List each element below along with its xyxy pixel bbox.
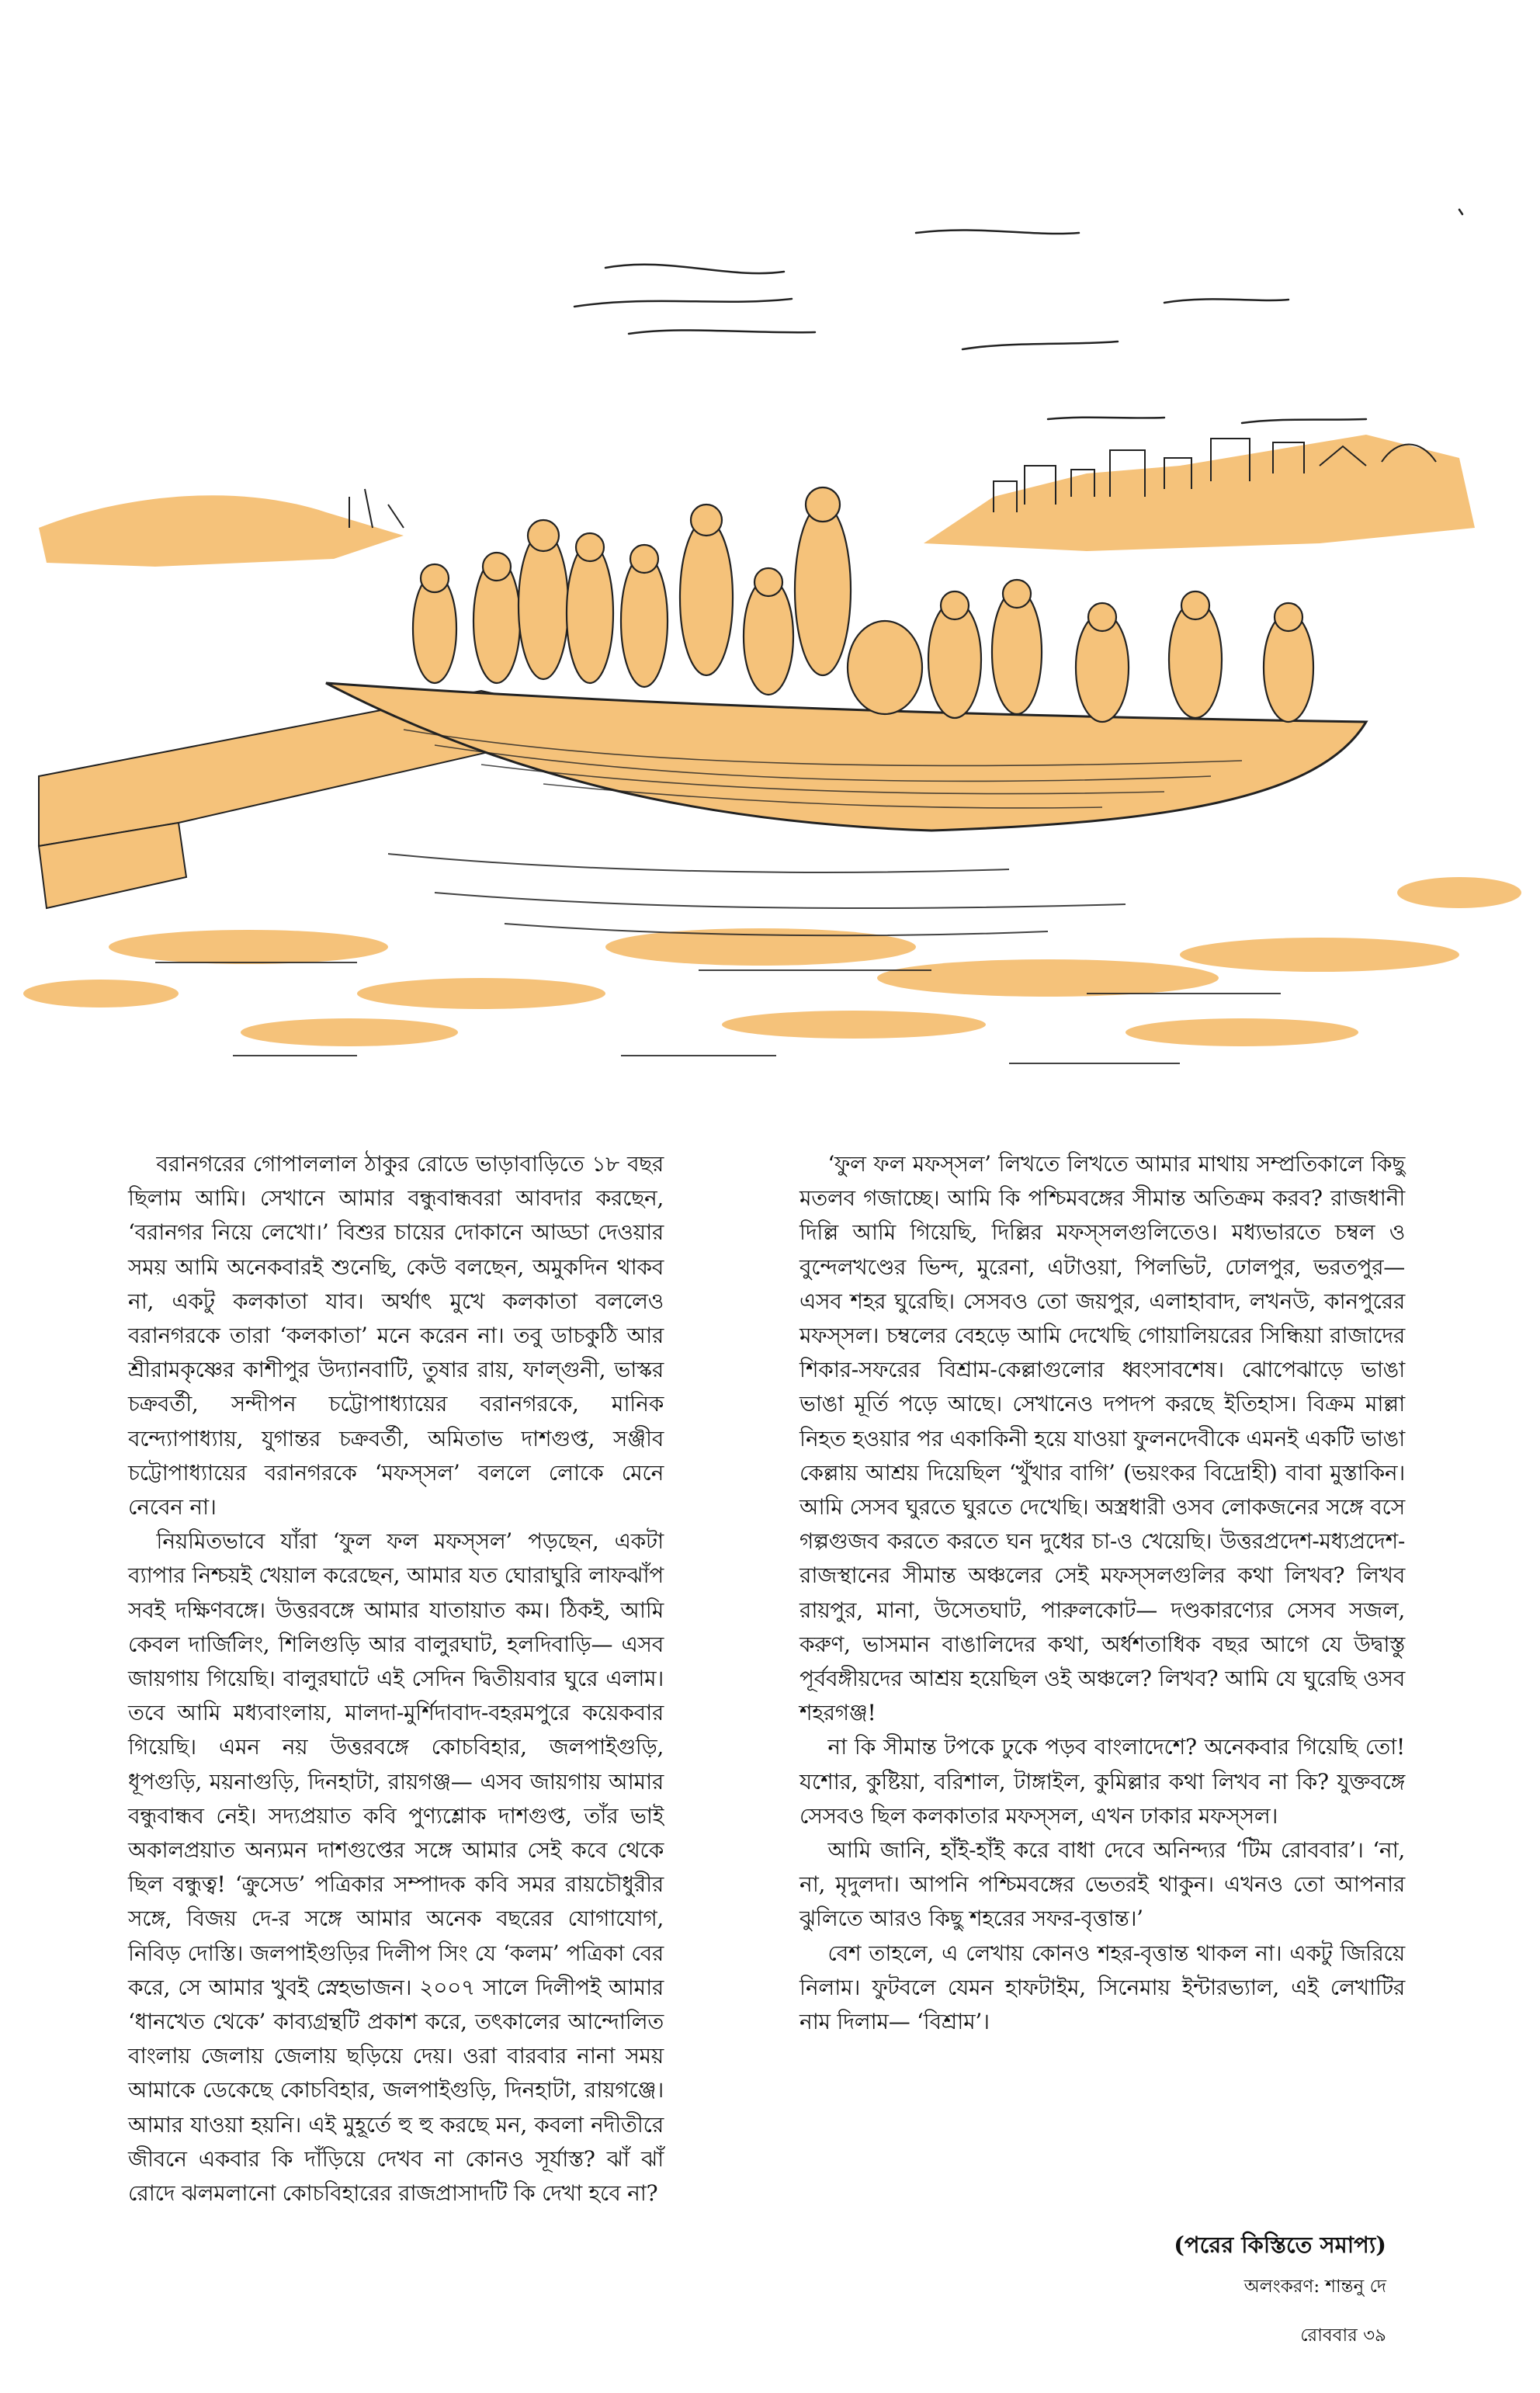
illustration-credit: অলংকরণ: শান্তনু দে xyxy=(1243,2277,1386,2297)
distant-shore xyxy=(39,435,1475,567)
article-column-right xyxy=(799,1147,1405,2039)
article-column-left xyxy=(128,1147,664,2211)
paragraph: বেশ তাহলে, এ লেখায় কোনও শহর-বৃত্তান্ত থাকল না। একটু জিরিয়ে নিলাম। ফুটবলে যেমন হাফটাইম, সিনেমায় ইন্টারভ্যাল, এই লেখাটির নাম দিলাম— ‘বিশ্রাম’। xyxy=(799,1940,1405,2035)
page-footer: রোববার ৩৯ xyxy=(1300,2325,1386,2346)
paragraph: ‘ফুল ফল মফস্সল’ লিখতে লিখতে আমার মাথায় সম্প্রতিকালে কিছু মতলব গজাচ্ছে। আমি কি পশ্চিমবঙ্গের সীমান্ত অতিক্রম করব? রাজধানী দিল্লি আমি গিয়েছি, দিল্লির মফস্সলগুলিতেও। মধ্যভারতে চম্বল ও বুন্দেলখণ্ডের ভিন্দ, মুরেনা, এটাওয়া, পিলভিট, ঢোলপুর, ভরতপুর— এসব শহর ঘুরেছি। সেসবও তো জয়পুর, এলাহাবাদ, লখনউ, কানপুরের মফস্সল। চম্বলের বেহড়ে আমি দেখেছি গোয়ালিয়রের সিন্ধিয়া রাজাদের শিকার-সফরের বিশ্রাম-কেল্লাগুলোর ধ্বংসাবশেষ। ঝোপেঝাড়ে ভাঙা ভাঙা মূর্তি পড়ে আছে। সেখানেও দপদপ করছে ইতিহাস। বিক্রম মাল্লা নিহত হওয়ার পর একাকিনী হয়ে যাওয়া ফুলনদেবীকে এমনই একটি ভাঙা কেল্লায় আশ্রয় দিয়েছিল ‘খুঁখার বাগি’ (ভয়ংকর বিদ্রোহী) বাবা মুস্তাকিন। আমি সেসব ঘুরতে ঘুরতে দেখেছি। অস্ত্রধারী ওসব লোকজনের সঙ্গে বসে গল্পগুজব করতে করতে ঘন দুধের চা-ও খেয়েছি। উত্তরপ্রদেশ-মধ্যপ্রদেশ-রাজস্থানের সীমান্ত অঞ্চলের সেই মফস্সলগুলির কথা লিখব? লিখব রায়পুর, মানা, উসেতঘাট, পারুলকোট— দণ্ডকারণ্যের সেসব সজল, করুণ, ভাসমান বাঙালিদের কথা, অর্ধশতাধিক বছর আগে যে উদ্বাস্তু পূর্ববঙ্গীয়দের আশ্রয় হয়েছিল ওই অঞ্চলে? লিখব? আমি যে ঘুরেছি ওসব শহরগঞ্জ! xyxy=(799,1151,1405,1726)
sky-sketch-lines xyxy=(574,210,1462,423)
paragraph: নিয়মিতভাবে যাঁরা ‘ফুল ফল মফস্সল’ পড়ছেন, একটা ব্যাপার নিশ্চয়ই খেয়াল করেছেন, আমার যত ঘোরাঘুরি লাফঝাঁপ সবই দক্ষিণবঙ্গে। উত্তরবঙ্গে আমার যাতায়াত কম। ঠিকই, আমি কেবল দার্জিলিং, শিলিগুড়ি আর বালুরঘাট, হলদিবাড়ি— এসব জায়গায় গিয়েছি। বালুরঘাটে এই সেদিন দ্বিতীয়বার ঘুরে এলাম। তবে আমি মধ্যবাংলায়, মালদা-মুর্শিদাবাদ-বহরমপুরে কয়েকবার গিয়েছি। এমন নয় উত্তরবঙ্গে কোচবিহার, জলপাইগুড়ি, ধূপগুড়ি, ময়নাগুড়ি, দিনহাটা, রায়গঞ্জ— এসব জায়গায় আমার বন্ধুবান্ধব নেই। সদ্যপ্রয়াত কবি পুণ্যশ্লোক দাশগুপ্ত, তাঁর ভাই অকালপ্রয়াত অন্যমন দাশগুপ্তের সঙ্গে আমার সেই কবে থেকে ছিল বন্ধুত্ব! ‘ক্রুসেড’ পত্রিকার সম্পাদক কবি সমর রায়চৌধুরীর সঙ্গে, বিজয় দে-র সঙ্গে আমার অনেক বছরের যোগাযোগ, নিবিড় দোস্তি। জলপাইগুড়ির দিলীপ সিং যে ‘কলম’ পত্রিকা বের করে, সে আমার খুবই স্নেহভাজন। ২০০৭ সালে দিলীপই আমার ‘ধানখেত থেকে’ কাব্যগ্রন্থটি প্রকাশ করে, তৎকালের আন্দোলিত বাংলায় জেলায় জেলায় ছড়িয়ে দেয়। ওরা বারবার নানা সময় আমাকে ডেকেছে কোচবিহার, জলপাইগুড়ি, দিনহাটা, রায়গঞ্জে। আমার যাওয়া হয়নি। এই মুহূর্তে হু হু করছে মন, কবলা নদীতীরে জীবনে একবার কি দাঁড়িয়ে দেখব না কোনও সূর্যাস্ত? ঝাঁ ঝাঁ রোদে ঝলমলানো কোচবিহারের রাজপ্রাসাদটি কি দেখা হবে না? xyxy=(128,1528,664,2207)
boat-river-illustration xyxy=(0,0,1540,1087)
paragraph: না কি সীমান্ত টপকে ঢুকে পড়ব বাংলাদেশে? অনেকবার গিয়েছি তো! যশোর, কুষ্টিয়া, বরিশাল, টাঙ্গাইল, কুমিল্লার কথা লিখব না কি? যুক্তবঙ্গে সেসবও ছিল কলকাতার মফস্সল, এখন ঢাকার মফস্সল। xyxy=(799,1734,1405,1829)
paragraph: বরানগরের গোপাললাল ঠাকুর রোডে ভাড়াবাড়িতে ১৮ বছর ছিলাম আমি। সেখানে আমার বন্ধুবান্ধবরা আবদার করছেন, ‘বরানগর নিয়ে লেখো।’ বিশুর চায়ের দোকানে আড্ডা দেওয়ার সময় আমি অনেকবারই শুনেছি, কেউ বলছেন, অমুকদিন থাকব না, একটু কলকাতা যাব। অর্থাৎ মুখে কলকাতা বললেও বরানগরকে তারা ‘কলকাতা’ মনে করেন না। তবু ডাচকুঠি আর শ্রীরামকৃষ্ণের কাশীপুর উদ্যানবাটি, তুষার রায়, ফাল্গুনী, ভাস্কর চক্রবর্তী, সন্দীপন চট্টোপাধ্যায়ের বরানগরকে, মানিক বন্দ্যোপাধ্যায়, যুগান্তর চক্রবর্তী, অমিতাভ দাশগুপ্ত, সঞ্জীব চট্টোপাধ্যায়ের বরানগরকে ‘মফস্সল’ বললে লোকে মেনে নেবেন না। xyxy=(128,1151,664,1521)
continuation-note: (পরের কিস্তিতে সমাপ্য) xyxy=(1174,2232,1386,2258)
paragraph: আমি জানি, হাঁই-হাঁই করে বাধা দেবে অনিন্দ্যর ‘টিম রোববার’। ‘না, না, মৃদুলদা। আপনি পশ্চিমবঙ্গের ভেতরই থাকুন। এখনও তো আপনার ঝুলিতে আরও কিছু শহরের সফর-বৃত্তান্ত।’ xyxy=(799,1837,1405,1932)
